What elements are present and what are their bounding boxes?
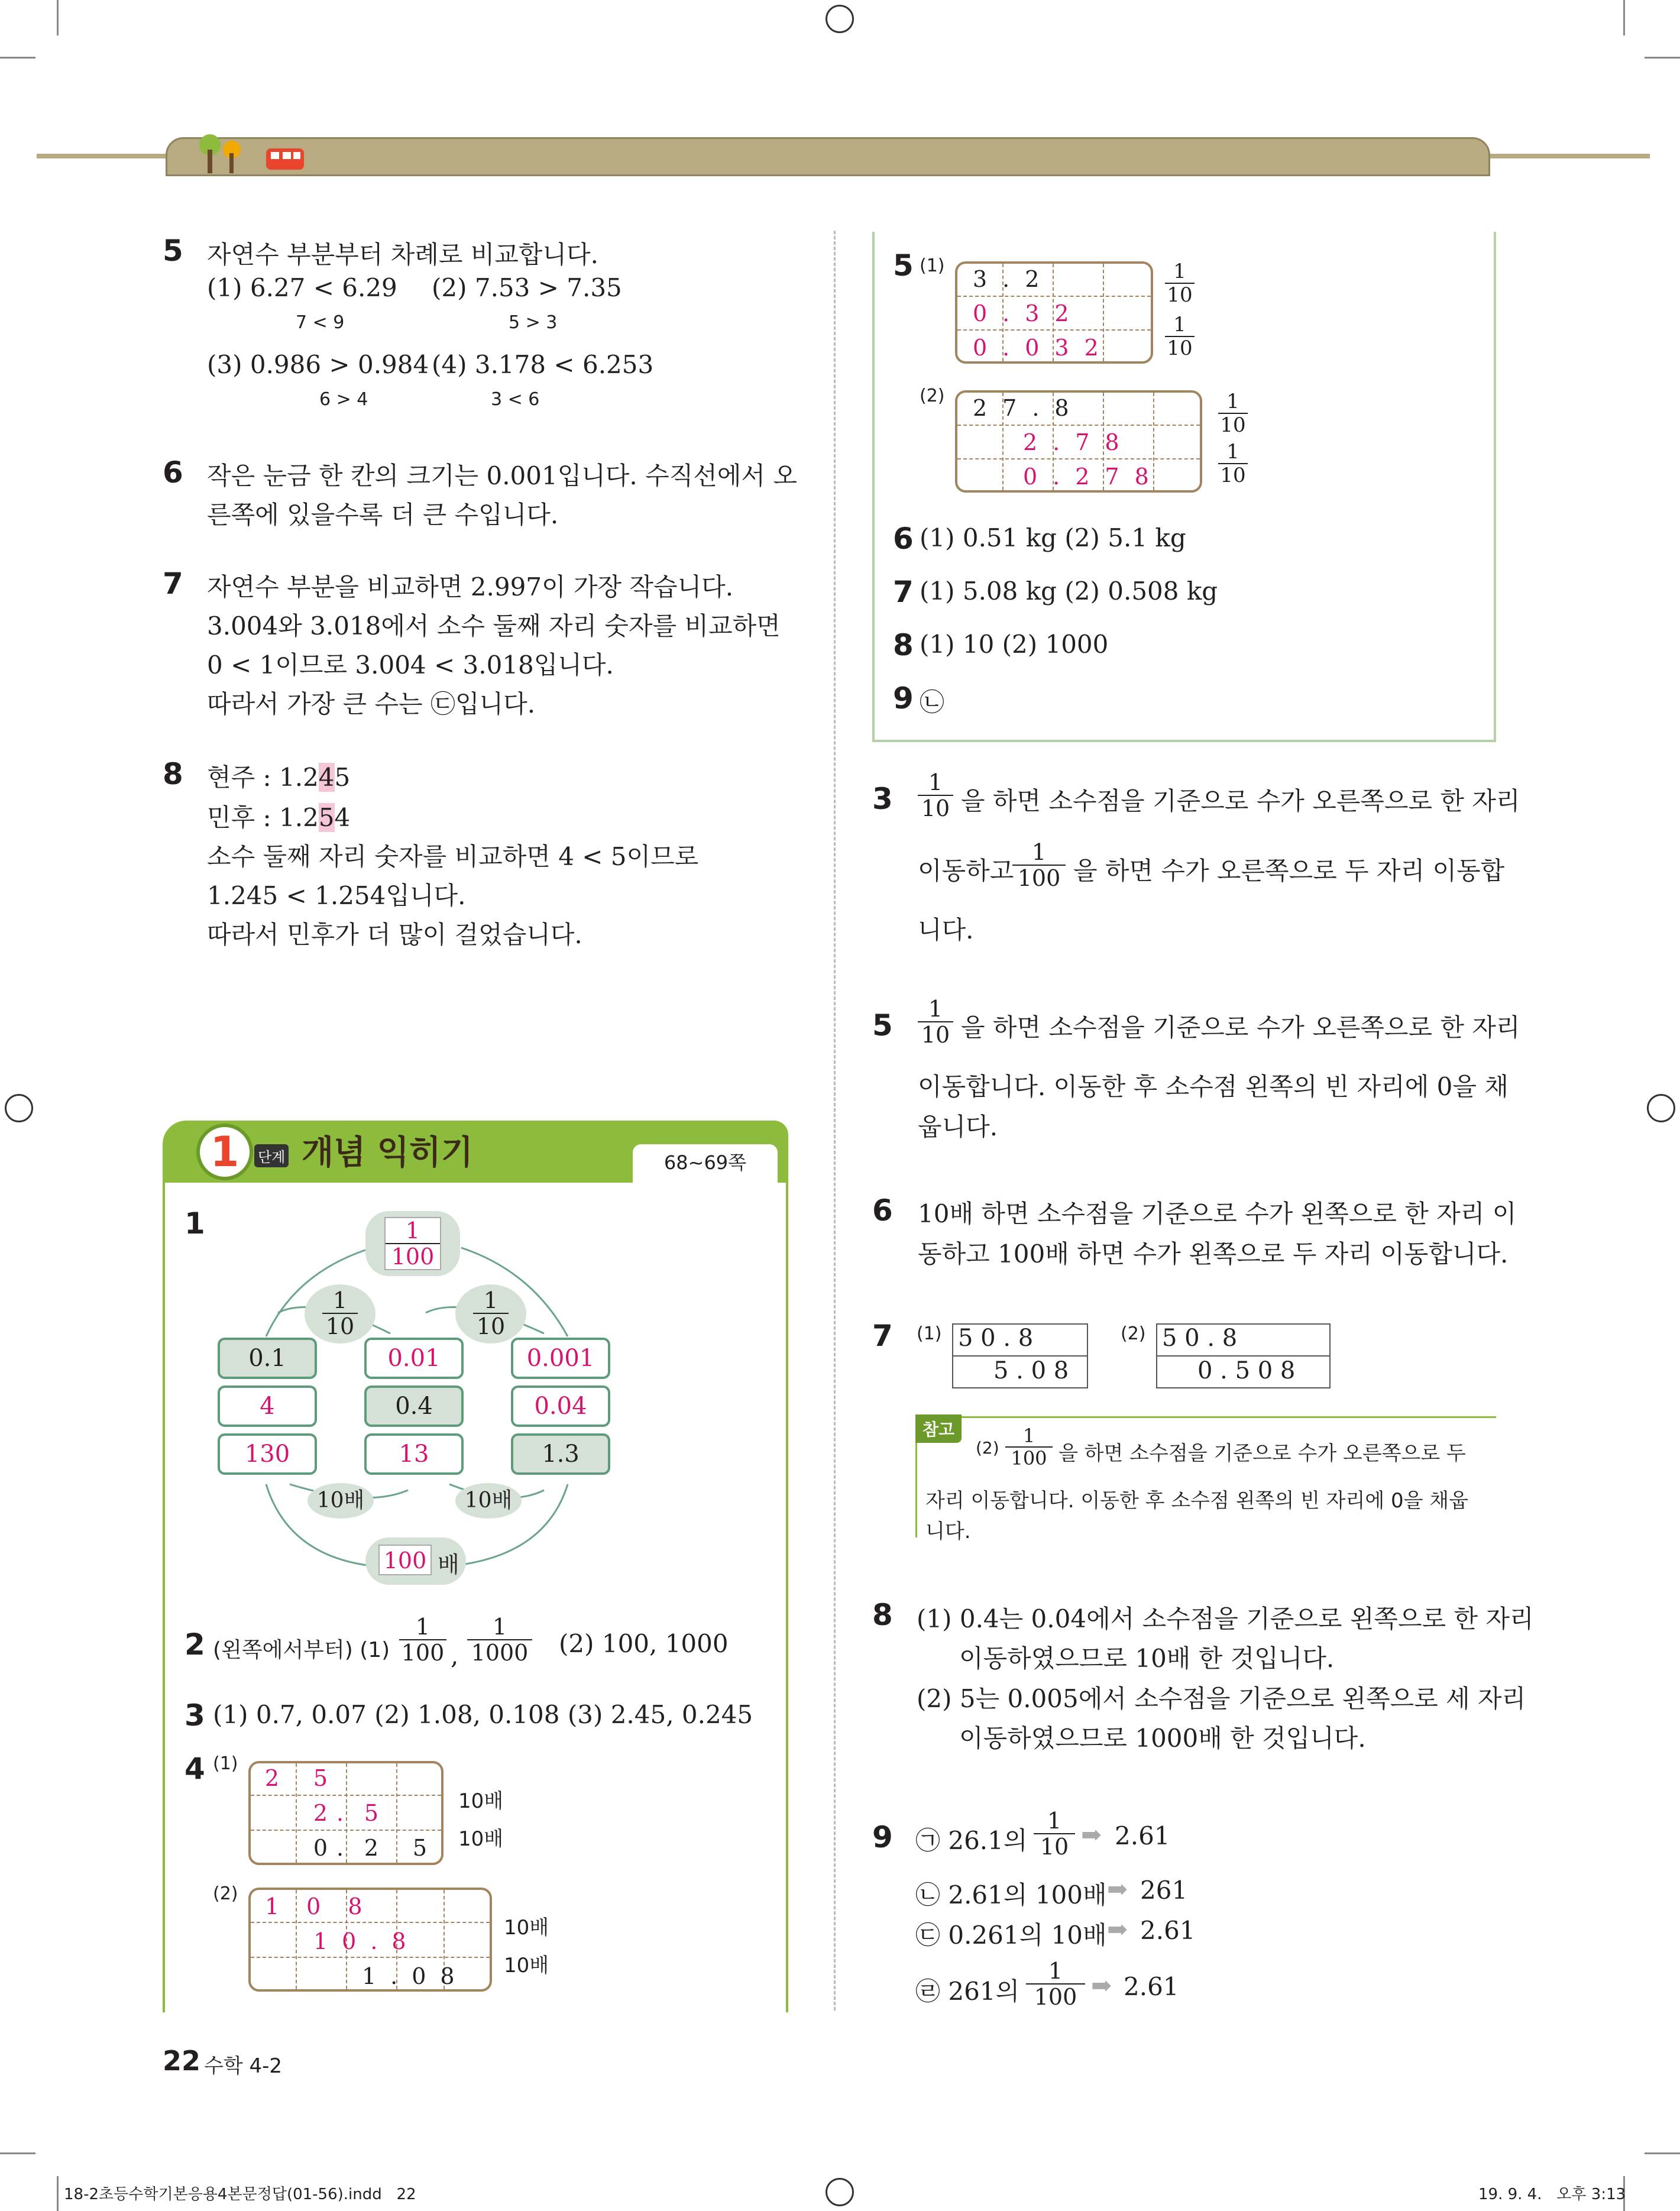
diagram-cell: 0.1 [218, 1338, 317, 1379]
diagram-cell: 0.01 [364, 1338, 464, 1379]
highlight-digit: 5 [318, 803, 335, 832]
answer-text: (1) 0.51 kg (2) 5.1 kg [920, 523, 1186, 552]
divider [296, 1763, 297, 1863]
separator: , [451, 1641, 459, 1670]
numerator: 1 [1165, 260, 1195, 284]
highlight-digit: 4 [318, 763, 335, 792]
diagram-cell: 0.4 [364, 1385, 464, 1427]
text-line: 자연수 부분을 비교하면 2.997이 가장 작습니다. [207, 572, 734, 601]
column-divider [834, 231, 836, 2011]
divider [957, 425, 1200, 426]
times-label: 10배 [504, 1954, 549, 1977]
part-label: (2) [1121, 1323, 1146, 1344]
q5-part3-compare: 6 > 4 [319, 389, 368, 410]
times-label: 10배 [504, 1916, 549, 1940]
decimal-point: . [336, 1835, 344, 1861]
divider [1157, 1355, 1329, 1357]
note-rule [915, 1416, 1496, 1418]
registration-target-icon [1647, 1094, 1675, 1122]
arrow-icon: ➡ [1081, 1820, 1102, 1849]
text-line: 따라서 민후가 더 많이 걸었습니다. [207, 920, 582, 949]
ans2-part2: (2) 100, 1000 [559, 1629, 729, 1658]
digit: 0 [313, 1835, 328, 1861]
diagram-cell: 0.04 [511, 1385, 610, 1427]
question-number: 7 [872, 1319, 893, 1353]
registration-target-icon [5, 1094, 33, 1122]
text-line: ㉣ 261의 [915, 1977, 1020, 2006]
crop-mark-left [57, 0, 59, 35]
bottom-unit: 배 [438, 1552, 459, 1578]
ans3-text: (1) 0.7, 0.07 (2) 1.08, 0.108 (3) 2.45, 0.245 [213, 1700, 753, 1729]
fraction [1218, 390, 1248, 436]
text-line: ㉠ 26.1의 [915, 1826, 1028, 1855]
fraction [1165, 260, 1195, 306]
text-line: 이동하였으므로 10배 한 것입니다. [959, 1644, 1335, 1673]
result: 2.61 [1124, 1972, 1179, 2001]
table-row: 1.08 [362, 1963, 469, 1989]
divider [251, 1957, 490, 1958]
crop-mark-bottom-left [57, 2176, 59, 2211]
part-label: (1) [920, 255, 945, 276]
tree-and-bus-icon [195, 133, 313, 174]
crop-mark-right [1623, 0, 1625, 35]
part-label: (2) [920, 386, 945, 406]
diagram-cell: 13 [364, 1433, 464, 1475]
text-line: 을 하면 소수점을 기준으로 수가 오른쪽으로 한 자리 [961, 1013, 1520, 1042]
note-line: 을 하면 소수점을 기준으로 수가 오른쪽으로 두 [1059, 1442, 1466, 1465]
note-part: (2) [976, 1438, 999, 1458]
ans2-prefix: (왼쪽에서부터) (1) [213, 1638, 390, 1662]
section-title: 개념 익히기 [302, 1134, 473, 1172]
answer-text: ㉡ [920, 688, 945, 717]
text-line: 른쪽에 있을수록 더 큰 수입니다. [207, 500, 559, 529]
fraction [1012, 840, 1066, 891]
numerator: 1 [467, 1614, 532, 1640]
fraction [1218, 441, 1248, 487]
table-row: 2.78 [1023, 429, 1135, 455]
fraction [1026, 1959, 1085, 2009]
part-label: (1) [917, 1323, 942, 1344]
question-number: 2 [184, 1627, 205, 1662]
fraction [918, 996, 953, 1047]
divider [251, 1922, 490, 1923]
question-number: 1 [184, 1206, 205, 1241]
divider [957, 458, 1200, 459]
question-number: 5 [893, 248, 914, 283]
numerator: 1 [473, 1288, 509, 1314]
denominator: 100 [1011, 1447, 1047, 1469]
divider [953, 1355, 1087, 1357]
q5-part3: (3) 0.986 > 0.984 [207, 350, 429, 379]
registration-target-icon [826, 2178, 854, 2206]
question-number: 8 [872, 1598, 893, 1632]
denominator: 10 [921, 1022, 950, 1048]
text-line: 을 하면 소수점을 기준으로 수가 오른쪽으로 한 자리 [961, 786, 1520, 815]
print-date: 19. 9. 4. 오후 3:13 [1478, 2186, 1626, 2203]
question-number: 5 [872, 1008, 893, 1043]
text-line: (1) 0.4는 0.04에서 소수점을 기준으로 왼쪽으로 한 자리 [917, 1604, 1534, 1633]
fraction [467, 1614, 532, 1665]
table-row: 0.032 [973, 335, 1114, 361]
table-row: 27.8 [973, 395, 1085, 421]
denominator: 10 [1220, 413, 1246, 437]
note-line: 자리 이동합니다. 이동한 후 소수점 왼쪽의 빈 자리에 0을 채웁 [925, 1489, 1468, 1513]
numerator: 1 [1012, 840, 1066, 866]
table-row: 5 0 . 8 [1162, 1325, 1238, 1352]
numerator: 1 [1218, 390, 1248, 414]
text-line: 3.004와 3.018에서 소수 둘째 자리 숫자를 비교하면 [207, 611, 781, 640]
digit: 2 [313, 1800, 328, 1826]
denominator: 10 [1167, 283, 1193, 307]
q5-intro: 자연수 부분부터 차례로 비교합니다. [207, 240, 598, 269]
numerator: 1 [399, 1614, 446, 1640]
question-number: 7 [163, 566, 183, 601]
denominator: 10 [476, 1313, 506, 1339]
ans4-part2: (2) [213, 1883, 238, 1904]
answer-text: (1) 10 (2) 1000 [920, 630, 1109, 659]
text-line: ㉡ 2.61의 100배 [915, 1880, 1107, 1909]
table-row: 0.32 [973, 300, 1085, 326]
denominator: 10 [1220, 464, 1246, 487]
diagram-cell: 4 [218, 1385, 317, 1427]
text: 민후 : 1.2 [207, 803, 319, 832]
times-label: 10배 [458, 1789, 504, 1813]
q5-part2: (2) 7.53 > 7.35 [432, 273, 622, 302]
page-range: 68~69쪽 [633, 1144, 778, 1183]
denominator: 100 [391, 1244, 435, 1270]
diagram-cell: 130 [218, 1433, 317, 1475]
fraction-1-100 [384, 1217, 441, 1270]
times-label: 10배 [307, 1483, 374, 1519]
diagram-cell: 0.001 [511, 1338, 610, 1379]
numerator: 1 [1005, 1425, 1053, 1448]
denominator: 10 [921, 795, 950, 821]
digit: 2 [264, 1765, 280, 1791]
table-row: 10.8 [313, 1928, 420, 1954]
q5-part2-compare: 5 > 3 [509, 312, 558, 333]
table-row: 108 [265, 1893, 390, 1919]
numerator: 1 [918, 996, 953, 1022]
question-number: 8 [893, 628, 914, 662]
question-number: 3 [184, 1698, 205, 1733]
file-name: 18-2초등수학기본응용4본문정답(01-56).indd 22 [64, 2186, 416, 2203]
diagram-cell: 1.3 [511, 1433, 610, 1475]
q8-line-b [207, 798, 350, 834]
numerator: 1 [1218, 441, 1248, 464]
question-number: 6 [163, 455, 183, 490]
table-row: 0.278 [1023, 464, 1164, 490]
q5-part4: (4) 3.178 < 6.253 [432, 350, 654, 379]
header-tab [166, 137, 1490, 176]
numerator: 1 [918, 770, 953, 796]
text-line: 소수 둘째 자리 숫자를 비교하면 4 < 5이므로 [207, 842, 699, 871]
question-number: 6 [893, 522, 914, 556]
question-number: 4 [184, 1752, 205, 1786]
question-number: 7 [893, 575, 914, 609]
q5-part1-compare: 7 < 9 [296, 312, 345, 333]
denominator: 100 [401, 1640, 445, 1666]
text-line: ㉢ 0.261의 10배 [915, 1921, 1107, 1950]
numerator: 1 [1165, 313, 1195, 337]
text-line: (2) 5는 0.005에서 소수점을 기준으로 왼쪽으로 세 자리 [917, 1684, 1526, 1713]
question-number: 5 [163, 234, 183, 268]
text-line: 10배 하면 소수점을 기준으로 수가 왼쪽으로 한 자리 이 [918, 1199, 1517, 1228]
text-line: 니다. [918, 915, 974, 944]
text-line: 따라서 가장 큰 수는 ㉢입니다. [207, 689, 536, 718]
arrow-icon: ➡ [1107, 1915, 1128, 1944]
text: 현주 : 1.2 [207, 763, 319, 792]
times-label: 10배 [458, 1827, 504, 1851]
divider [957, 329, 1151, 331]
digit: 5 [313, 1765, 328, 1791]
subject-label: 수학 4-2 [204, 2054, 283, 2078]
arrow-icon: ➡ [1107, 1875, 1128, 1904]
q5-part4-compare: 3 < 6 [491, 389, 540, 410]
times-label: 10배 [455, 1483, 522, 1519]
arrow-icon: ➡ [1091, 1971, 1112, 2000]
fraction [1165, 313, 1195, 360]
question-number: 3 [872, 782, 893, 816]
text: 5 [334, 763, 351, 792]
table-row: 0 . 5 0 8 [1197, 1357, 1296, 1384]
text-line: 이동하고 [918, 856, 1014, 885]
note-line: 니다. [925, 1520, 971, 1543]
denominator: 100 [1034, 1984, 1077, 2010]
question-number: 9 [893, 681, 914, 716]
denominator: 100 [1017, 865, 1061, 891]
crop-mark-br [1645, 2152, 1680, 2154]
question-number: 6 [872, 1193, 893, 1228]
q8-line-a [207, 758, 350, 794]
q5-part1: (1) 6.27 < 6.29 [207, 273, 397, 302]
result: 2.61 [1140, 1916, 1196, 1945]
step-label: 단계 [254, 1144, 289, 1167]
crop-mark-bl [0, 2152, 35, 2154]
step-badge: 1 [196, 1124, 253, 1180]
text: 4 [334, 803, 351, 832]
text-line: 동하고 100배 하면 수가 왼쪽으로 두 자리 이동합니다. [918, 1239, 1509, 1268]
question-number: 9 [872, 1820, 893, 1854]
question-number: 8 [163, 757, 183, 791]
numerator: 1 [1026, 1959, 1085, 1985]
bottom-value: 100 [378, 1545, 432, 1575]
divider [957, 296, 1151, 297]
fraction-1-10 [322, 1288, 358, 1339]
numerator: 1 [1034, 1808, 1075, 1834]
digit: 2 [364, 1835, 379, 1861]
ans4-part1: (1) [213, 1753, 238, 1774]
table-row: 5 0 . 8 [958, 1325, 1034, 1352]
fraction [1034, 1808, 1075, 1859]
text-line: 을 하면 수가 오른쪽으로 두 자리 이동합 [1073, 856, 1505, 885]
divider [396, 1763, 397, 1863]
answer-text: (1) 5.08 kg (2) 0.508 kg [920, 577, 1218, 606]
denominator: 10 [325, 1313, 355, 1339]
fraction [399, 1614, 446, 1665]
note-tag: 참고 [915, 1414, 962, 1443]
page-number: 22 [163, 2045, 201, 2077]
digit: 5 [364, 1800, 379, 1826]
denominator: 1000 [471, 1640, 529, 1666]
fraction-1-10 [473, 1288, 509, 1339]
text-line: 이동합니다. 이동한 후 소수점 왼쪽의 빈 자리에 0을 채 [918, 1072, 1509, 1101]
text-line: 작은 눈금 한 칸의 크기는 0.001입니다. 수직선에서 오 [207, 461, 797, 490]
result: 2.61 [1115, 1821, 1170, 1850]
registration-target-icon [826, 5, 854, 33]
numerator: 1 [386, 1218, 440, 1244]
text-line: 웁니다. [918, 1112, 998, 1141]
text-line: 이동하였으므로 1000배 한 것입니다. [959, 1724, 1366, 1753]
denominator: 10 [1167, 336, 1193, 360]
denominator: 10 [1040, 1834, 1069, 1860]
result: 261 [1140, 1876, 1188, 1905]
digit: 5 [412, 1835, 428, 1861]
crop-mark-tr [1645, 57, 1680, 59]
table-row: 3.2 [973, 266, 1055, 292]
table-row: 5 . 0 8 [993, 1357, 1069, 1384]
text-line: 1.245 < 1.254입니다. [207, 881, 466, 910]
crop-mark-tl [0, 57, 35, 59]
numerator: 1 [322, 1288, 358, 1314]
fraction [918, 770, 953, 821]
text-line: 0 < 1이므로 3.004 < 3.018입니다. [207, 650, 614, 679]
decimal-point: . [336, 1800, 344, 1826]
fraction [1005, 1425, 1053, 1469]
